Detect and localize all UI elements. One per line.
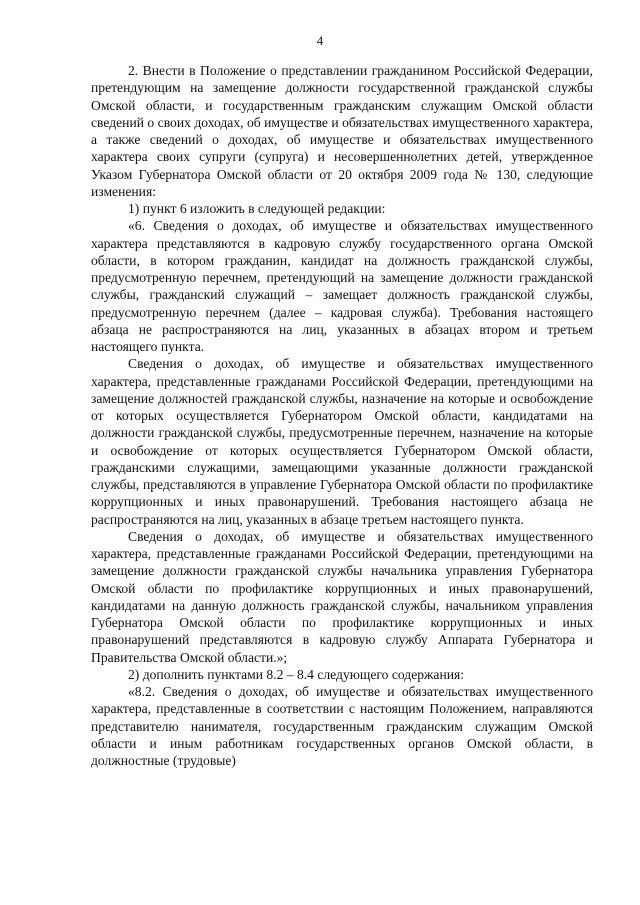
- paragraph-clause-6-part-3: Сведения о доходах, об имуществе и обязательствах имущественного характера, представленные гражданами Российской Федерации, претендующими на замещение должности гражданской службы начальника управления Губернатора Омской области по профилактике коррупционных и иных правонарушений, кандидатами на данную должность гражданской службы, начальником управления Губернатора Омской области по профилактике коррупционных и иных правонарушений представляются в кадровую службу Аппарата Губернатора и Правительства Омской области.»;: [91, 528, 593, 665]
- paragraph-clause-8-2: «8.2. Сведения о доходах, об имуществе и обязательствах имущественного характера, представленные в соответствии с настоящим Положением, направляются представителю нанимателя, государственным гражданским служащим Омской области и иным работникам государственных органов Омской области, в должностные (трудовые): [91, 684, 593, 768]
- document-body: [91, 62, 593, 769]
- paragraph-clause-6-part-2: Сведения о доходах, об имуществе и обязательствах имущественного характера, представленные гражданами Российской Федерации, претендующими на замещение должностей гражданской службы, назначение на которые и освобождение от которых осуществляется Губернатором Омской области, кандидатами на должности гражданской службы, предусмотренные перечнем, назначение на которые и освобождение от которых осуществляется Губернатором Омской области, гражданскими служащими, замещающими указанные должности гражданской службы, представляются в управление Губернатора Омской области по профилактике коррупционных и иных правонарушений. Требования настоящего абзаца не распространяются на лиц, указанных в абзаце третьем настоящего пункта.: [91, 356, 593, 527]
- paragraph-item-2: 2. Внести в Положение о представлении гражданином Российской Федерации, претендующим на замещение должности государственной гражданской службы Омской области, и государственным гражданским служащим Омской области сведений о своих доходах, об имуществе и обязательствах имущественного характера, а также сведений о доходах, об имуществе и обязательствах имущественного характера своих супруги (супруга) и несовершеннолетних детей, утвержденное Указом Губернатора Омской области от 20 октября 2009 года № 130, следующие изменения:: [91, 63, 593, 199]
- page-number: 4: [316, 33, 324, 48]
- paragraph-subitem-1: 1) пункт 6 изложить в следующей редакции:: [128, 201, 386, 216]
- paragraph-subitem-2: 2) дополнить пунктами 8.2 – 8.4 следующего содержания:: [128, 666, 465, 682]
- paragraph-clause-6: «6. Сведения о доходах, об имуществе и обязательствах имущественного характера представляются в кадровую службу государственного органа Омской области, в котором гражданин, кандидат на должность гражданской службы, предусмотренную перечнем, претендующий на замещение должности гражданской службы, гражданский служащий – замещает должность гражданской службы, предусмотренную перечнем (далее – кадровая служба). Требования настоящего абзаца не распространяются на лиц, указанных в абзацах втором и третьем настоящего пункта.: [91, 218, 593, 354]
